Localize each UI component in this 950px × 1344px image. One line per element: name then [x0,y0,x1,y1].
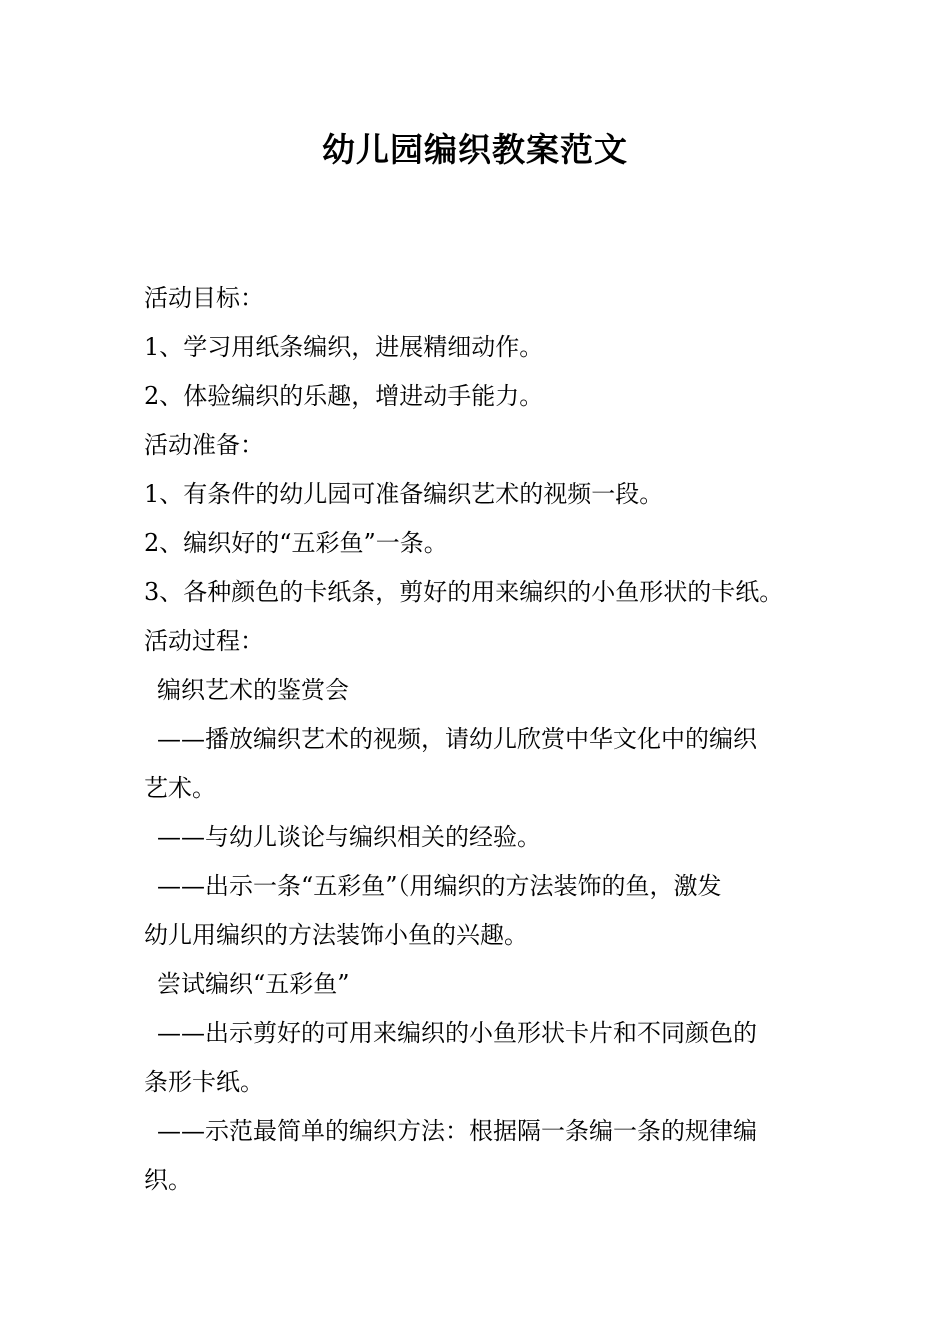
process-step-line: 条形卡纸。 [144,1068,264,1096]
section-heading-goals: 活动目标： [144,284,264,312]
process-step-line: ——播放编织艺术的视频，请幼儿欣赏中华文化中的编织 [157,725,757,753]
preparation-item-1: 1、有条件的幼儿园可准备编织艺术的视频一段。 [144,480,664,508]
preparation-item-3: 3、各种颜色的卡纸条，剪好的用来编织的小鱼形状的卡纸。 [144,578,784,606]
process-step-line: ——出示剪好的可用来编织的小鱼形状卡片和不同颜色的 [157,1019,757,1047]
section-heading-preparation: 活动准备： [144,431,264,459]
document-title: 幼儿园编织教案范文 [322,130,628,169]
process-step-line: 艺术。 [144,774,216,802]
subheading-try-weaving: 尝试编织“五彩鱼” [157,970,350,998]
process-step-line: 织。 [144,1166,192,1194]
goal-item-1: 1、学习用纸条编织，进展精细动作。 [144,333,544,361]
section-heading-process: 活动过程： [144,627,264,655]
process-step-line: ——与幼儿谈论与编织相关的经验。 [157,823,541,851]
document-body [144,274,810,1205]
subheading-appreciation: 编织艺术的鉴赏会 [157,676,349,704]
process-step-line: 幼儿用编织的方法装饰小鱼的兴趣。 [144,921,528,949]
preparation-item-2: 2、编织好的“五彩鱼”一条。 [144,529,448,557]
process-step-line: ——示范最简单的编织方法：根据隔一条编一条的规律编 [157,1117,757,1145]
process-step-line: ——出示一条“五彩鱼”（用编织的方法装饰的鱼，激发 [157,872,722,900]
goal-item-2: 2、体验编织的乐趣，增进动手能力。 [144,382,544,410]
